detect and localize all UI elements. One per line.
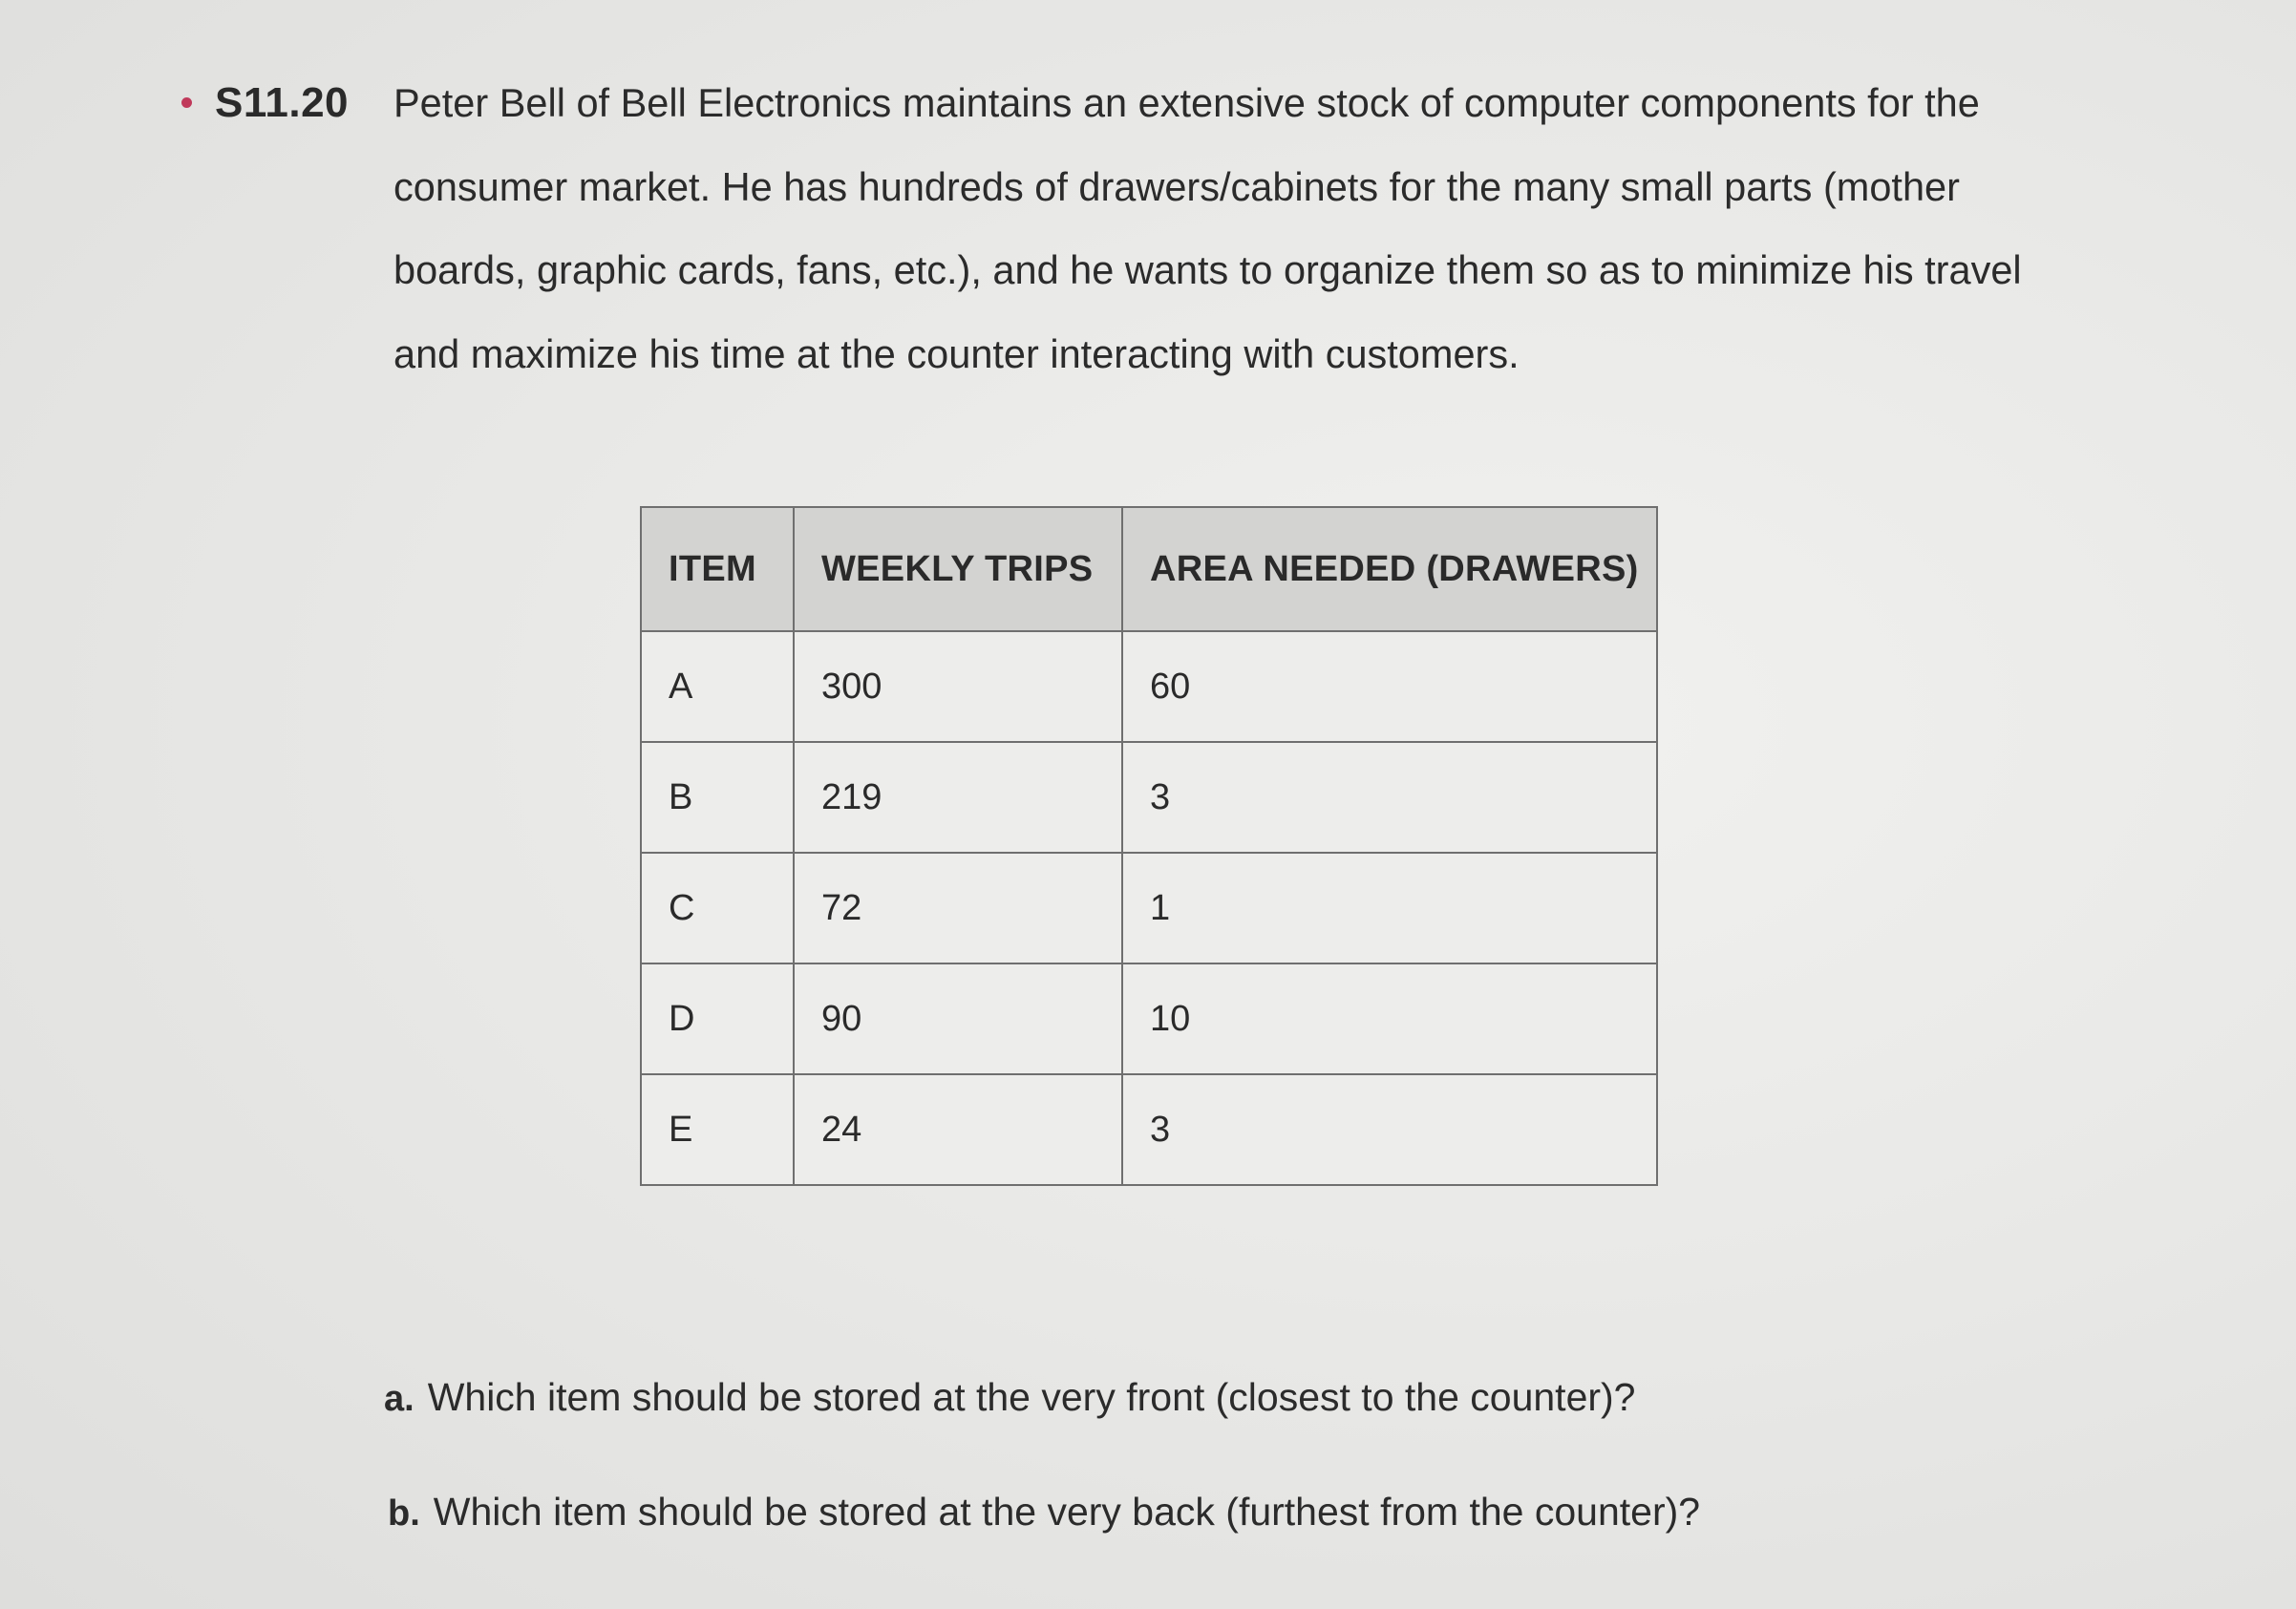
- table-row: [641, 742, 1657, 853]
- question-label: a.: [384, 1379, 415, 1419]
- question-a: [384, 1375, 1635, 1420]
- cell-weekly-trips: 90: [794, 963, 1122, 1074]
- cell-item: D: [641, 963, 794, 1074]
- question-text: Which item should be stored at the very back (furthest from the counter)?: [433, 1490, 1701, 1534]
- table-header-row: [641, 507, 1657, 631]
- question-b: [388, 1490, 1700, 1535]
- column-header-item: ITEM: [641, 507, 794, 631]
- cell-area-needed: 60: [1122, 631, 1657, 742]
- cell-area-needed: 1: [1122, 853, 1657, 963]
- question-label: b.: [388, 1493, 420, 1534]
- cell-item: A: [641, 631, 794, 742]
- cell-area-needed: 3: [1122, 742, 1657, 853]
- column-header-weekly-trips: WEEKLY TRIPS: [794, 507, 1122, 631]
- table-row: [641, 853, 1657, 963]
- question-text: Which item should be stored at the very front (closest to the counter)?: [427, 1375, 1636, 1419]
- problem-text-line: boards, graphic cards, fans, etc.), and he wants to organize them so as to minimize his travel: [393, 247, 2022, 292]
- problem-number: S11.20: [215, 79, 350, 126]
- cell-weekly-trips: 24: [794, 1074, 1122, 1185]
- problem-text-line: and maximize his time at the counter interacting with customers.: [393, 330, 1520, 376]
- cell-area-needed: 3: [1122, 1074, 1657, 1185]
- cell-weekly-trips: 219: [794, 742, 1122, 853]
- cell-weekly-trips: 72: [794, 853, 1122, 963]
- cell-item: E: [641, 1074, 794, 1185]
- column-header-area-needed: AREA NEEDED (DRAWERS): [1122, 507, 1657, 631]
- table-row: [641, 631, 1657, 742]
- data-table: [640, 506, 1658, 1186]
- problem-text: [393, 61, 2285, 395]
- table-row: [641, 1074, 1657, 1185]
- cell-weekly-trips: 300: [794, 631, 1122, 742]
- bullet-icon: [181, 97, 192, 108]
- cell-area-needed: 10: [1122, 963, 1657, 1074]
- cell-item: B: [641, 742, 794, 853]
- table-row: [641, 963, 1657, 1074]
- cell-item: C: [641, 853, 794, 963]
- problem-text-line: consumer market. He has hundreds of drawers/cabinets for the many small parts (mother: [393, 163, 1960, 209]
- problem-text-line: Peter Bell of Bell Electronics maintains an extensive stock of computer components for the: [393, 80, 1980, 125]
